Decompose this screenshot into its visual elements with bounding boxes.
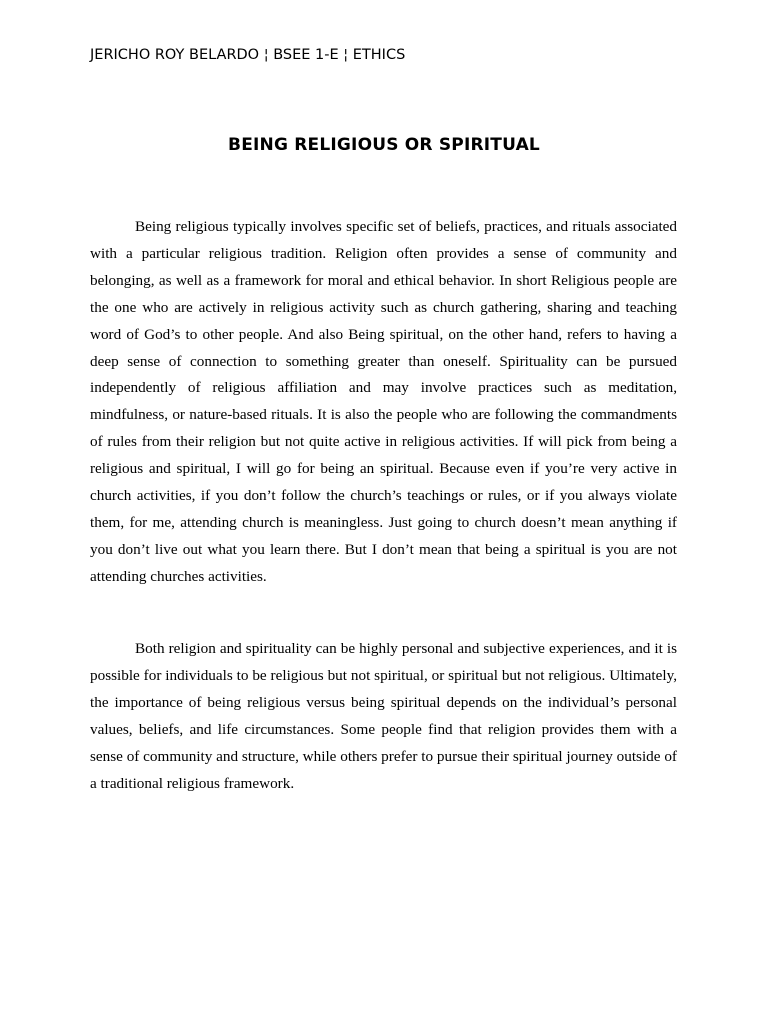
page-title: BEING RELIGIOUS OR SPIRITUAL [228, 135, 540, 155]
body-paragraph-2: Both religion and spirituality can be highly personal and subjective experiences, and it is possible for individuals to be religious but not spiritual, or spiritual but not religious. Ultimately, the importance of being religious versus being spiritual depends on the individual’s personal values, beliefs, and life circumstances. Some people find that religion provides them with a sense of community and structure, while others prefer to pursue their spiritual journey outside of a traditional religious framework. [90, 640, 677, 792]
body-paragraph-1: Being religious typically involves specific set of beliefs, practices, and rituals associated with a particular religious tradition. Religion often provides a sense of community and belonging, as well as a framework for moral and ethical behavior. In short Religious people are the one who are actively in religious activity such as church gathering, sharing and teaching word of God’s to other people. And also Being spiritual, on the other hand, refers to having a deep sense of connection to something greater than oneself. Spirituality can be pursued independently of religious affiliation and may involve practices such as meditation, mindfulness, or nature-based rituals. It is also the people who are following the commandments of rules from their religion but not quite active in religious activities. If will pick from being a religious and spiritual, I will go for being an spiritual. Because even if you’re very active in church activities, if you don’t follow the church’s teachings or rules, or if you always violate them, for me, attending church is meaningless. Just going to church doesn’t mean anything if you don’t live out what you learn there. But I don’t mean that being a spiritual is you are not attending churches activities. [90, 218, 677, 585]
document-header: JERICHO ROY BELARDO ¦ BSEE 1-E ¦ ETHICS [90, 47, 406, 63]
